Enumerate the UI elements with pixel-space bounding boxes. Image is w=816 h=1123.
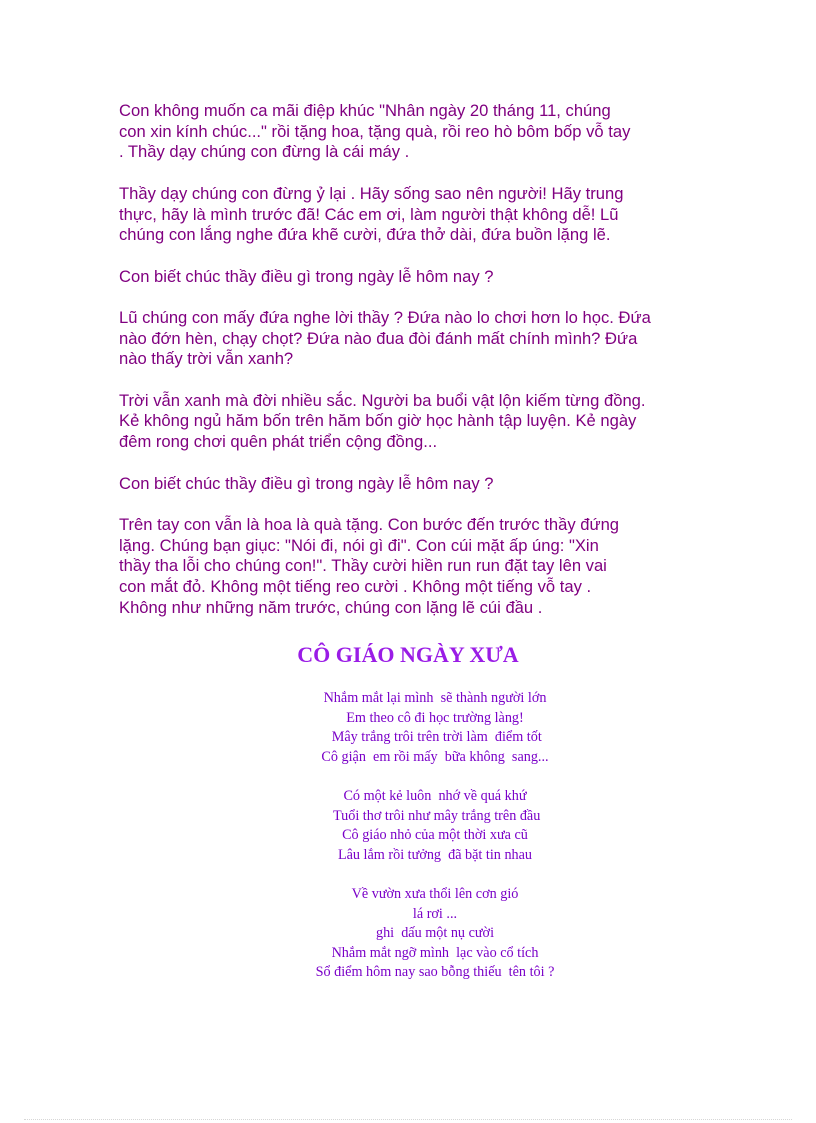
poem-line: Sổ điểm hôm nay sao bỗng thiếu tên tôi ? xyxy=(315,964,555,981)
poem-stanza xyxy=(0,689,816,767)
poem-stanza xyxy=(0,885,816,983)
page-bottom-divider xyxy=(24,1119,792,1120)
poem-line: Về vườn xưa thổi lên cơn gió xyxy=(351,885,519,902)
poem-line: Nhắm mắt lại mình sẽ thành người lớn xyxy=(323,690,547,706)
paragraph: Con không muốn ca mãi điệp khúc "Nhân ngày 20 tháng 11, chúng con xin kính chúc..." rồi tặng hoa, tặng quà, rồi reo hò bôm bốp vỗ tay . Thầy dạy chúng con đừng là cái máy . xyxy=(119,101,631,162)
poem-line: Nhắm mắt ngỡ mình lạc vào cổ tích xyxy=(331,944,539,961)
poem-stanza xyxy=(0,787,816,865)
paragraph: Trên tay con vẫn là hoa là quà tặng. Con bước đến trước thầy đứng lặng. Chúng bạn giục: "Nói đi, nói gì đi". Con cúi mặt ấp úng: "Xin thầy tha lỗi cho chúng con!". Thầy cười hiền run run đặt tay lên vai con mắt đỏ. Không một tiếng reo cười . Không một tiếng vỗ tay . Không như những năm trước, chúng con lặng lẽ cúi đầu . xyxy=(119,514,620,617)
poem-line: ghi dấu một nụ cười xyxy=(375,925,495,942)
poem-line: Có một kẻ luôn nhớ về quá khứ xyxy=(343,787,527,804)
poem-line: Cô giận em rồi mấy bữa không sang... xyxy=(321,748,549,765)
poem-line: Cô giáo nhỏ của một thời xưa cũ xyxy=(342,827,528,844)
paragraph: Thầy dạy chúng con đừng ỷ lại . Hãy sống sao nên người! Hãy trung thực, hãy là mình trước đã! Các em ơi, làm người thật không dễ! Lũ chúng con lắng nghe đứa khẽ cười, đứa thở dài, đứa buồn lặng lẽ. xyxy=(119,183,624,245)
poem-body xyxy=(0,689,816,1003)
prose-section xyxy=(119,101,704,639)
paragraph: Trời vẫn xanh mà đời nhiều sắc. Người ba buổi vật lộn kiếm từng đồng. Kẻ không ngủ hăm bốn trên hăm bốn giờ học hành tập luyện. Kẻ ngày đêm rong chơi quên phát triển cộng đồng... xyxy=(119,390,646,452)
paragraph: Lũ chúng con mấy đứa nghe lời thầy ? Đứa nào lo chơi hơn lo học. Đứa nào đớn hèn, chạy chọt? Đứa nào đua đòi đánh mất chính mình? Đứa nào thấy trời vẫn xanh? xyxy=(119,307,651,369)
poem-line: Tuổi thơ trôi như mây trắng trên đầu xyxy=(329,807,541,824)
paragraph: Con biết chúc thầy điều gì trong ngày lễ hôm nay ? xyxy=(119,266,494,286)
poem-line: lá rơi ... xyxy=(412,905,458,922)
poem-line: Mây trắng trôi trên trời làm điểm tốt xyxy=(328,729,542,746)
paragraph: Con biết chúc thầy điều gì trong ngày lễ hôm nay ? xyxy=(119,473,494,493)
poem-title: CÔ GIÁO NGÀY XƯA xyxy=(297,642,519,667)
poem-line: Em theo cô đi học trường làng! xyxy=(346,709,524,726)
poem-line: Lâu lắm rồi tưởng đã bặt tin nhau xyxy=(337,846,533,863)
